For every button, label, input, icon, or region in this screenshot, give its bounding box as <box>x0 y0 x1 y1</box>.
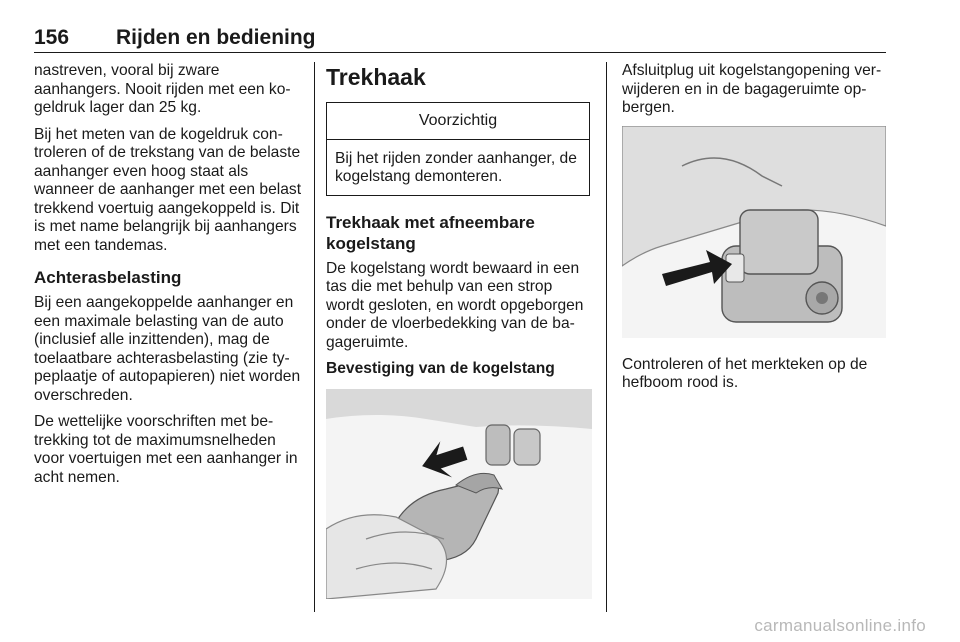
plug-removal-illustration <box>622 126 886 338</box>
paragraph: De wettelijke voorschriften met betrekking tot de maximumsnelheden voor voertuigen met een aanhanger in acht nemen. <box>34 413 298 486</box>
paragraph: De kogelstang wordt bewaard in een tas die met behulp van een strop wordt gesloten, en wordt opgeborgen onder de vloerbedekking van de bagageruimte. <box>326 259 584 351</box>
paragraph: nastreven, vooral bij zware aanhangers. Nooit rijden met een kogeldruk lager dan 25 kg. <box>34 62 291 116</box>
tow-bar-mounting-illustration <box>326 389 592 599</box>
subheading-bevestiging: Bevestiging van de kogelstang <box>326 360 555 377</box>
heading-achterasbelasting: Achterasbelasting <box>34 268 182 287</box>
column-divider <box>314 62 315 612</box>
column-middle <box>326 62 592 599</box>
column-divider <box>606 62 607 612</box>
page-number: 156 <box>34 26 70 49</box>
paragraph: Afsluitplug uit kogelstangopening verwijderen en in de bagageruimte opbergen. <box>622 62 882 116</box>
paragraph: Controleren of het merkteken op de hefboom rood is. <box>622 355 868 391</box>
page-header <box>34 26 886 53</box>
heading-trekhaak: Trekhaak <box>326 64 426 90</box>
section-title: Rijden en bediening <box>116 26 316 49</box>
watermark: carmanualsonline.info <box>754 616 926 635</box>
caution-text: Bij het rijden zonder aanhanger, de kogelstang demonteren. <box>335 149 577 185</box>
caution-box <box>326 102 590 196</box>
paragraph: Bij een aangekoppelde aanhanger en een maximale belasting van de auto (inclusief alle inzittenden), mag de toelaatbare achterasbelasting (zie typeplaatje of autopapieren) niet worden overschreden. <box>34 294 301 404</box>
caution-title: Voorzichtig <box>327 103 589 140</box>
paragraph: Bij het meten van de kogeldruk controleren of de trekstang van de belaste aanhanger even hoog staat als wanneer de aanhanger met een belast trekkend voertuig aangekoppeld is. Dit is met name belangrijk bij aanhangers met een tandemas. <box>34 125 302 254</box>
column-left <box>34 62 304 495</box>
heading-afneembare-kogelstang: Trekhaak met afneembare kogelstang <box>326 212 535 253</box>
column-right <box>622 62 886 401</box>
